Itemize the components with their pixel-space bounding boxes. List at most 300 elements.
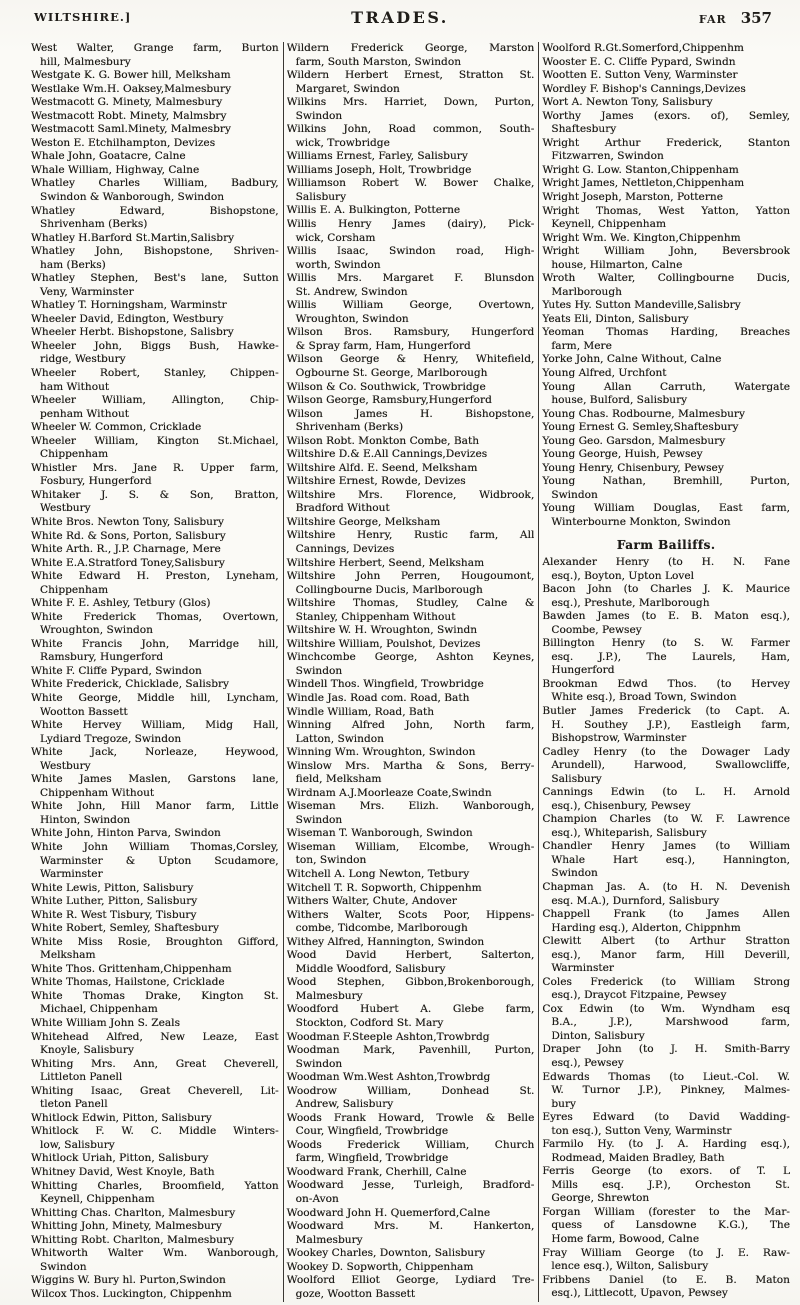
directory-entry [542, 83, 790, 97]
entry-line: White William John S. Zeals [31, 1017, 181, 1030]
entry-line: Swindon [40, 1260, 87, 1273]
directory-entry [31, 530, 279, 544]
directory-entry [31, 421, 279, 435]
directory-entry [287, 96, 535, 123]
entry-line: Withers Walter, Scots Poor, Hippens- [286, 908, 535, 921]
directory-entry [287, 1031, 535, 1045]
entry-line: Wildern Frederick George, Marston [286, 42, 535, 54]
directory-entry [542, 272, 790, 299]
directory-entry [287, 69, 535, 96]
directory-entry [287, 624, 535, 638]
entry-line: Young Alfred, Urchfont [542, 367, 667, 380]
directory-entry [31, 557, 279, 571]
entry-line: Swindon [551, 867, 598, 880]
entry-line: Winning Alfred John, North farm, [286, 719, 535, 732]
directory-entry [287, 1220, 535, 1247]
entry-line: Lydiard Tregoze, Swindon [40, 732, 182, 745]
directory-entry [542, 1165, 790, 1206]
entry-line: Whitlock Uriah, Pitton, Salisbury [31, 1152, 209, 1165]
directory-entry [31, 882, 279, 896]
directory-entry [31, 205, 279, 232]
entry-line: Woodward Mrs. M. Hankerton, [286, 1220, 535, 1233]
entry-line: Whistler Mrs. Jane R. Upper farm, [31, 461, 279, 474]
directory-entry [31, 313, 279, 327]
directory-entry [31, 1085, 279, 1112]
directory-entry [31, 177, 279, 204]
entry-line: tleton Panell [40, 1098, 108, 1111]
entry-line: esq. M.A.), Durnford, Salisbury [551, 894, 720, 907]
entry-line: Knoyle, Salisbury [40, 1044, 134, 1057]
entry-line: White James Maslen, Garstons lane, [31, 773, 279, 786]
directory-entry [287, 1261, 535, 1275]
entry-line: on-Avon [295, 1193, 339, 1206]
entry-line: Young George, Huish, Pewsey [542, 448, 703, 461]
directory-entry [542, 678, 790, 705]
directory-entry [287, 164, 535, 178]
entry-line: Wheeler David, Edington, Westbury [31, 312, 224, 325]
entry-line: White Lewis, Pitton, Salisbury [31, 881, 194, 894]
directory-entry [31, 394, 279, 421]
entry-line: Woodford Hubert A. Glebe farm, [286, 1003, 535, 1016]
entry-line: Wright William John, Beversbrook [542, 245, 791, 258]
directory-entry [31, 1274, 279, 1288]
entry-line: Chippenham [40, 583, 109, 596]
entry-line: Woodman Wm.West Ashton,Trowbrdg [286, 1071, 491, 1084]
entry-line: George, Shrewton [551, 1192, 650, 1205]
section-heading: Farm Bailiffs. [616, 537, 716, 552]
directory-entry [31, 1152, 279, 1166]
directory-column-2 [283, 42, 539, 1302]
directory-entry [542, 1247, 790, 1274]
directory-entry [287, 895, 535, 909]
entry-line: White Bros. Newton Tony, Salisbury [31, 515, 225, 528]
directory-entry [287, 448, 535, 462]
directory-entry [31, 150, 279, 164]
entry-line: Whitney David, West Knoyle, Bath [31, 1165, 215, 1178]
entry-line: White John William Thomas,Corsley, [31, 840, 279, 853]
entry-line: White Luther, Pitton, Salisbury [31, 895, 198, 908]
directory-entry [542, 137, 790, 164]
entry-line: Williams Ernest, Farley, Salisbury [286, 150, 468, 163]
entry-line: Salisbury [295, 190, 347, 203]
directory-entry [31, 922, 279, 936]
entry-line: Whatley Stephen, Best's lane, Sutton [31, 272, 279, 285]
entry-line: lence esq.), Wilton, Salisbury [551, 1260, 709, 1273]
entry-line: Mills esq. J.P.), Orcheston St. [551, 1178, 791, 1191]
entry-line: Wooster E. C. Cliffe Pypard, Swindn [542, 55, 736, 68]
directory-entry [287, 1003, 535, 1030]
entry-line: H. Southey J.P.), Eastleigh farm, [551, 718, 791, 731]
entry-line: esq.), Pewsey [551, 1056, 624, 1069]
directory-entry [287, 882, 535, 896]
directory-entry [542, 232, 790, 246]
entry-line: Withers Walter, Chute, Andover [286, 895, 457, 908]
entry-line: Wiltshire John Perren, Hougoumont, [286, 570, 535, 583]
entry-line: White Frederick, Chicklade, Salisbry [31, 678, 230, 691]
page-header [0, 0, 800, 38]
entry-line: Wheeler John, Biggs Bush, Hawke- [31, 339, 279, 352]
directory-entry [31, 489, 279, 516]
directory-entry [542, 610, 790, 637]
entry-line: Fosbury, Hungerford [40, 475, 152, 488]
directory-entry [542, 408, 790, 422]
entry-line: Farmilo Hy. (to J. A. Harding esq.), [542, 1138, 791, 1151]
entry-line: Wheeler Herbt. Bishopstone, Salisbry [31, 326, 234, 339]
page-number: 357 [740, 9, 772, 27]
entry-line: Keynell, Chippenham [551, 218, 666, 231]
entry-line: Wright Arthur Frederick, Stanton [542, 136, 791, 149]
directory-entry [31, 164, 279, 178]
directory-entry [31, 1112, 279, 1126]
entry-line: esq.), Manor farm, Hill Deverill, [551, 948, 791, 961]
entry-line: Wheeler W. Common, Cricklade [31, 421, 202, 434]
entry-line: Whatley John, Bishopstone, Shriven- [31, 245, 279, 258]
directory-entry [542, 353, 790, 367]
entry-line: goze, Wootton Bassett [295, 1287, 416, 1300]
directory-entry [31, 719, 279, 746]
entry-line: Cannings Edwin (to L. H. Arnold [542, 786, 791, 799]
entry-line: Wood David Herbert, Salterton, [286, 949, 535, 962]
entry-line: White Jack, Norleaze, Heywood, [31, 746, 279, 759]
entry-line: esq.), Draycot Fitzpaine, Pewsey [551, 989, 727, 1002]
directory-entry [287, 326, 535, 353]
entry-line: White Thomas, Hailstone, Cricklade [31, 976, 225, 989]
entry-line: Cadley Henry (to the Dowager Lady [542, 745, 791, 758]
directory-entry [287, 597, 535, 624]
entry-line: Bacon John (to Charles J. K. Maurice [542, 583, 791, 596]
directory-entry [542, 1003, 790, 1044]
entry-line: Whatley Edward, Bishopstone, [31, 204, 279, 217]
directory-entry [31, 841, 279, 882]
directory-entry [31, 42, 279, 69]
entry-line: Champion Charles (to W. F. Lawrence [542, 813, 791, 826]
entry-line: White Frederick Thomas, Overtown, [31, 610, 279, 623]
entry-line: Hungerford [551, 664, 615, 677]
entry-line: esq.), Chisenbury, Pewsey [551, 799, 691, 812]
entry-line: Wilcox Thos. Luckington, Chippenhm [31, 1287, 232, 1300]
entry-line: Marlborough [551, 285, 622, 298]
entry-line: Stanley, Chippenham Without [295, 610, 456, 623]
entry-line: wick, Trowbridge [295, 136, 390, 149]
entry-line: Woods Frank Howard, Trowle & Belle [286, 1111, 535, 1124]
directory-entry [287, 638, 535, 652]
directory-entry [542, 556, 790, 583]
entry-line: Willis E. A. Bulkington, Potterne [286, 204, 461, 217]
entry-line: Westbury [40, 759, 91, 772]
directory-entry [287, 868, 535, 882]
directory-entry [31, 367, 279, 394]
entry-line: Young Allan Carruth, Watergate [542, 380, 791, 393]
entry-line: farm, Mere [551, 339, 612, 352]
entry-line: Woolford Elliot George, Lydiard Tre- [286, 1274, 535, 1287]
directory-entry [542, 245, 790, 272]
entry-line: Veny, Warminster [40, 285, 134, 298]
entry-line: Woolford R.Gt.Somerford,Chippenhm [542, 42, 744, 54]
entry-line: Littleton Panell [40, 1071, 123, 1084]
directory-entry [287, 299, 535, 326]
entry-line: Latton, Swindon [295, 732, 384, 745]
entry-line: Young Chas. Rodbourne, Malmesbury [542, 407, 745, 420]
entry-line: Wilson Bros. Ramsbury, Hungerford [286, 326, 535, 339]
directory-entry [287, 150, 535, 164]
entry-line: combe, Tidcombe, Marlborough [295, 922, 468, 935]
entry-line: Forgan William (forester to the Mar- [542, 1205, 791, 1218]
entry-line: Witchell A. Long Newton, Tetbury [286, 868, 470, 881]
entry-line: wick, Corsham [295, 231, 376, 244]
entry-line: Shaftesbury [551, 123, 617, 136]
entry-line: Young Geo. Garsdon, Malmesbury [542, 434, 726, 447]
directory-entry [287, 678, 535, 692]
entry-line: Yeats Eli, Dinton, Salisbury [542, 312, 689, 325]
entry-line: Woodman Mark, Pavenhill, Purton, [286, 1044, 535, 1057]
entry-line: White E.A.Stratford Toney,Salisbury [31, 556, 225, 569]
directory-entry [542, 840, 790, 881]
directory-entry [287, 1071, 535, 1085]
directory-entry [31, 137, 279, 151]
entry-line: Westmacott Robt. Minety, Malmsbry [31, 109, 227, 122]
entry-line: ton, Swindon [295, 854, 367, 867]
entry-line: Stockton, Codford St. Mary [295, 1016, 444, 1029]
entry-line: Whitting Robt. Charlton, Malmesbury [31, 1233, 234, 1246]
entry-line: Westgate K. G. Bower hill, Melksham [31, 69, 231, 82]
directory-entry [542, 1111, 790, 1138]
directory-entry [287, 408, 535, 435]
entry-line: field, Melksham [295, 773, 382, 786]
entry-line: penham Without [40, 407, 130, 420]
column-layout [28, 42, 794, 1302]
directory-entry [31, 83, 279, 97]
directory-entry [542, 746, 790, 787]
entry-line: Chandler Henry James (to William [542, 840, 791, 853]
directory-entry [287, 1207, 535, 1221]
entry-line: Wirdnam A.J.Moorleaze Coate,Swindn [286, 786, 492, 799]
entry-line: ridge, Westbury [40, 353, 126, 366]
entry-line: Willis William George, Overtown, [286, 299, 535, 312]
entry-line: & Spray farm, Ham, Hungerford [295, 339, 471, 352]
directory-entry [31, 435, 279, 462]
entry-line: Ferris George (to exors. of T. L [542, 1165, 791, 1178]
entry-line: Bawden James (to E. B. Maton esq.), [542, 610, 791, 623]
entry-line: Whatley T. Horningsham, Warminstr [31, 299, 227, 312]
entry-line: Woodman F.Steeple Ashton,Trowbrdg [286, 1030, 490, 1043]
directory-entry [542, 583, 790, 610]
entry-line: Margaret, Swindon [295, 82, 400, 95]
entry-line: White R. West Tisbury, Tisbury [31, 908, 197, 921]
directory-entry [31, 543, 279, 557]
entry-line: Windle William, Road, Bath [286, 705, 435, 718]
directory-entry [287, 529, 535, 556]
directory-entry [287, 123, 535, 150]
directory-entry [31, 96, 279, 110]
entry-line: Wilkins John, Road common, South- [286, 123, 535, 136]
entry-line: Wood Stephen, Gibbon,Brokenborough, [286, 976, 535, 989]
directory-entry [31, 462, 279, 489]
entry-line: Wright Joseph, Marston, Potterne [542, 190, 723, 203]
directory-entry [542, 1206, 790, 1247]
directory-entry [542, 381, 790, 408]
entry-line: Whatley Charles William, Badbury, [31, 177, 279, 190]
directory-entry [542, 976, 790, 1003]
directory-entry [287, 1112, 535, 1139]
directory-entry [31, 1288, 279, 1302]
entry-line: Whitehead Alfred, New Leaze, East [31, 1030, 279, 1043]
entry-line: Swindon [295, 813, 343, 826]
directory-entry [542, 1043, 790, 1070]
entry-line: Warminster & Upton Scudamore, [40, 854, 279, 867]
directory-entry [542, 908, 790, 935]
directory-entry [31, 1125, 279, 1152]
directory-entry [542, 502, 790, 529]
directory-entry [542, 786, 790, 813]
entry-line: esq.), Littlecott, Upavon, Pewsey [551, 1287, 728, 1300]
entry-line: White Rd. & Sons, Porton, Salisbury [31, 529, 226, 542]
directory-entry [542, 448, 790, 462]
entry-line: Wildern Herbert Ernest, Stratton St. [286, 69, 535, 82]
directory-entry [287, 218, 535, 245]
entry-line: Windell Thos. Wingfield, Trowbridge [286, 678, 484, 691]
directory-entry [542, 367, 790, 381]
entry-line: Westlake Wm.H. Oaksey,Malmesbury [31, 82, 232, 95]
entry-line: Swindon & Wanborough, Swindon [40, 190, 225, 203]
entry-line: Salisbury [551, 772, 602, 785]
directory-entry [31, 1207, 279, 1221]
entry-line: Wheeler William, Kington St.Michael, [31, 434, 279, 447]
entry-line: Rodmead, Maiden Bradley, Bath [551, 1151, 725, 1164]
directory-entry [542, 110, 790, 137]
directory-entry [542, 177, 790, 191]
entry-line: Butler James Frederick (to Capt. A. [542, 705, 791, 718]
entry-line: Young Henry, Chisenbury, Pewsey [542, 461, 724, 474]
directory-entry [31, 597, 279, 611]
directory-entry [542, 96, 790, 110]
entry-line: Willis Mrs. Margaret F. Blunsdon [286, 272, 535, 285]
directory-entry [31, 1180, 279, 1207]
entry-line: hill, Malmesbury [40, 55, 131, 68]
entry-line: Shrivenham (Berks) [40, 218, 148, 231]
entry-line: Wroughton, Swindon [295, 312, 409, 325]
entry-line: Wroth Walter, Collingbourne Ducis, [542, 272, 791, 285]
entry-line: Brookman Edwd Thos. (to Hervey [542, 677, 791, 690]
page-title: TRADES. [351, 8, 449, 27]
entry-line: Cour, Wingfield, Trowbridge [295, 1125, 449, 1138]
entry-line: Dinton, Salisbury [551, 1029, 645, 1042]
entry-line: Whiting Mrs. Ann, Great Cheverell, [31, 1057, 279, 1070]
directory-entry [287, 353, 535, 380]
directory-entry [31, 69, 279, 83]
entry-line: Yutes Hy. Sutton Mandeville,Salisbry [542, 299, 741, 312]
entry-line: Wootton Bassett [40, 705, 128, 718]
directory-entry [542, 164, 790, 178]
directory-entry [31, 936, 279, 963]
entry-line: Young Ernest G. Semley,Shaftesbury [542, 421, 739, 434]
entry-line: low, Salisbury [40, 1138, 115, 1151]
directory-entry [31, 245, 279, 272]
entry-line: house, Hilmarton, Calne [551, 258, 683, 271]
entry-line: Fray William George (to J. E. Raw- [542, 1246, 791, 1259]
entry-line: Woodward Frank, Cherhill, Calne [286, 1165, 467, 1178]
directory-entry [542, 299, 790, 313]
directory-entry [31, 611, 279, 638]
directory-entry [542, 69, 790, 83]
directory-entry [542, 205, 790, 232]
entry-line: Yorke John, Calne Without, Calne [542, 353, 722, 366]
entry-line: Draper John (to J. H. Smith-Barry [542, 1043, 791, 1056]
entry-line: Bishopstrow, Warminster [551, 732, 687, 745]
directory-entry [542, 637, 790, 678]
entry-line: B.A., J.P.), Marshwood farm, [551, 1016, 791, 1029]
directory-entry [287, 800, 535, 827]
entry-line: Williamson Robert W. Bower Chalke, [286, 177, 535, 190]
entry-line: Whiting Isaac, Great Cheverell, Lit- [31, 1084, 279, 1097]
entry-line: Shrivenham (Berks) [295, 421, 404, 434]
entry-line: Wiltshire Thomas, Studley, Calne & [286, 597, 535, 610]
entry-line: White Francis John, Marridge hill, [31, 637, 279, 650]
entry-line: ham (Berks) [40, 258, 106, 271]
entry-line: Westbury [40, 502, 91, 515]
entry-line: Wiltshire George, Melksham [286, 515, 441, 528]
entry-line: White Thomas Drake, Kington St. [31, 989, 279, 1002]
directory-entry [31, 692, 279, 719]
entry-line: Andrew, Salisbury [295, 1098, 394, 1111]
entry-line: Wiltshire Henry, Rustic farm, All [286, 529, 535, 542]
entry-line: Home farm, Bowood, Calne [551, 1232, 700, 1245]
entry-line: Whale Hart esq.), Hannington, [551, 853, 791, 866]
entry-line: Swindon [295, 109, 343, 122]
entry-line: Wiltshire William, Poulshot, Devizes [286, 637, 481, 650]
entry-line: Young William Douglas, East farm, [542, 502, 791, 515]
entry-line: Wookey Charles, Downton, Salisbury [286, 1247, 486, 1260]
directory-entry [287, 435, 535, 449]
entry-line: Collingbourne Ducis, Marlborough [295, 583, 483, 596]
entry-line: Wiseman T. Wanborough, Swindon [286, 827, 473, 840]
entry-line: Michael, Chippenham [40, 1003, 158, 1016]
directory-entry [287, 827, 535, 841]
entry-line: Winchcombe George, Ashton Keynes, [286, 651, 535, 664]
entry-line: Coombe, Pewsey [551, 623, 642, 636]
entry-line: Whale William, Highway, Calne [31, 163, 200, 176]
directory-entry [31, 516, 279, 530]
entry-line: Yeoman Thomas Harding, Breaches [542, 326, 791, 339]
directory-entry [287, 245, 535, 272]
entry-line: esq.), Preshute, Marlborough [551, 596, 710, 609]
entry-line: quess of Lansdowne K.G.), The [551, 1219, 791, 1232]
directory-entry [31, 746, 279, 773]
directory-column-3 [538, 42, 794, 1302]
entry-line: Wort A. Newton Tony, Salisbury [542, 96, 713, 109]
directory-entry [287, 841, 535, 868]
entry-line: White John, Hill Manor farm, Little [31, 800, 279, 813]
entry-line: Cannings, Devizes [295, 543, 395, 556]
entry-line: Whitting John, Minety, Malmesbury [31, 1220, 222, 1233]
directory-entry [542, 1274, 790, 1301]
directory-entry [31, 272, 279, 299]
entry-line: Whitworth Walter Wm. Wanborough, [31, 1247, 279, 1260]
entry-line: Swindon [551, 488, 598, 501]
directory-entry [542, 705, 790, 746]
running-head [699, 9, 772, 27]
entry-line: Willis Isaac, Swindon road, High- [286, 245, 535, 258]
directory-entry [31, 1017, 279, 1031]
directory-entry [287, 787, 535, 801]
directory-entry [31, 1220, 279, 1234]
entry-line: Ogbourne St. George, Marlborough [295, 366, 488, 379]
entry-line: Arundell), Harwood, Swallowcliffe, [551, 759, 791, 772]
directory-entry [542, 881, 790, 908]
entry-line: Wilson George, Ramsbury,Hungerford [286, 394, 492, 407]
entry-line: Keynell, Chippenham [40, 1193, 155, 1206]
directory-entry [287, 475, 535, 489]
directory-entry [287, 42, 535, 69]
